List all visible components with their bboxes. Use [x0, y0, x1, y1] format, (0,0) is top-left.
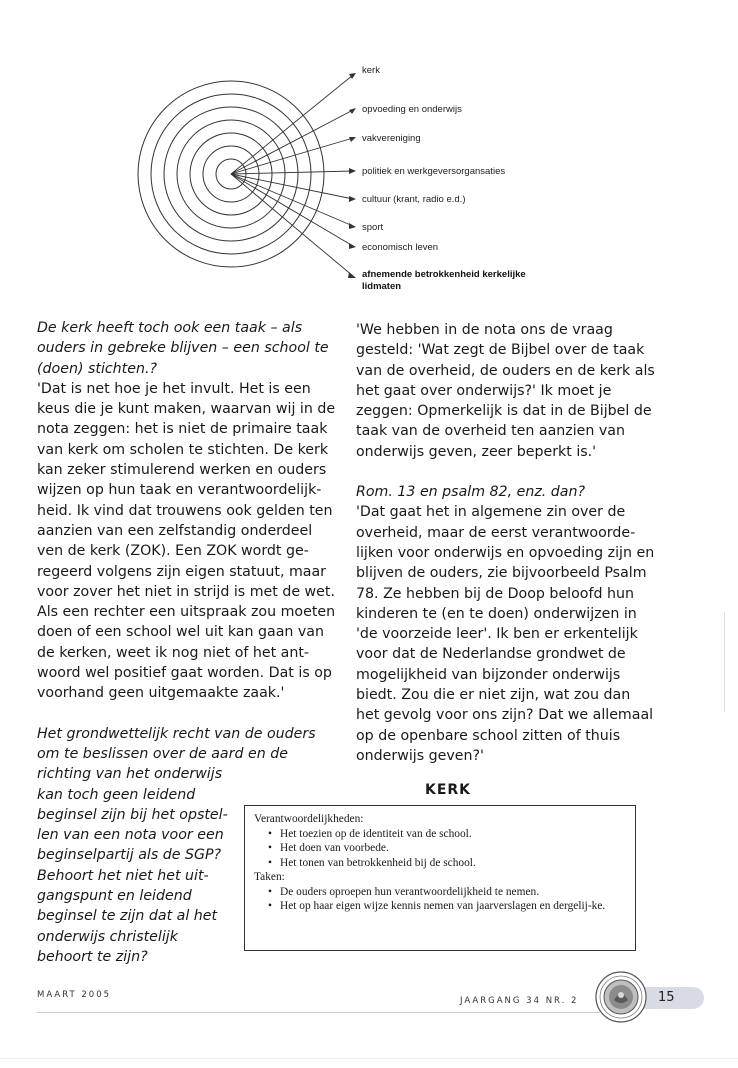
- responsibility-item: • Het toezien op de identiteit van de school.: [268, 827, 626, 842]
- tasks-list: [254, 885, 626, 914]
- bottom-rule: [0, 1058, 738, 1059]
- diagram-label-politiek: politiek en werkgeversorgansaties: [362, 166, 506, 177]
- arrowhead-3: [349, 137, 356, 142]
- diagram-label-kerk: kerk: [362, 65, 380, 76]
- arrowhead-8: [348, 272, 356, 278]
- pointer-line-6: [231, 174, 353, 226]
- right-column: [356, 320, 656, 766]
- answer-1: 'Dat is net hoe je het invult. Het is een keus die je kunt maken, waarvan wij in de nota zeggen: het is niet de primaire taak van kerk om scholen te stichten. De kerk kan zeker stimulerend werken en ouders wijzen op hun taak en verantwoordelijk-heid. Ik vind dat trouwens ook gelden ten aanzien van een zelfstandig onderdeel ven de kerk (ZOK). Een ZOK wordt ge-regeerd volgens zijn eigen statuut, maar voor zover het niet in strijd is met de wet. Als een rechter een uitspraak zou moeten doen of een school wel uit kan gaan van de kerken, weet ik nog niet of het ant-woord wel positief gaat worden. Dat is op voorhand geen uitgemaakte zaak.': [37, 380, 336, 702]
- diagram-label-economisch: economisch leven: [362, 242, 439, 253]
- question-3: Rom. 13 en psalm 82, enz. dan?: [356, 484, 586, 501]
- question-1: De kerk heeft toch ook een taak – als ouders in gebreke blijven – een school te (doen) stichten.?: [37, 320, 329, 377]
- diagram-label-afnemende-1: afnemende betrokkenheid kerkelijke: [362, 269, 526, 280]
- diagram-label-cultuur: cultuur (krant, radio e.d.): [362, 194, 466, 205]
- pointer-line-3: [231, 138, 353, 174]
- margin-rule: [724, 612, 725, 712]
- diagram-label-afnemende-2: lidmaten: [362, 281, 402, 292]
- pointer-line-2: [231, 110, 353, 174]
- footer-date: MAART 2005: [37, 990, 112, 1000]
- question-2-wide: Het grondwettelijk recht van de ouders om te beslissen over de aard en de: [37, 725, 316, 762]
- concentric-circles-diagram: [0, 0, 738, 300]
- task-item: • De ouders oproepen hun verantwoordelijkheid te nemen.: [268, 885, 626, 900]
- arrowhead-4: [349, 168, 356, 174]
- kerk-box-title: KERK: [424, 782, 472, 798]
- diagram-label-vakvereniging: vakvereniging: [362, 133, 421, 144]
- diagram-label-opvoeding: opvoeding en onderwijs: [362, 104, 462, 115]
- responsibilities-heading: Verantwoordelijkheden:: [254, 813, 364, 825]
- responsibility-item: • Het tonen van betrokkenheid bij de school.: [268, 856, 626, 871]
- task-item: • Het op haar eigen wijze kennis nemen van jaarverslagen en dergelij-ke.: [268, 899, 626, 914]
- arrowhead-1: [349, 73, 356, 79]
- arrowhead-6: [349, 223, 356, 229]
- diagram-label-sport: sport: [362, 222, 384, 233]
- footer-issue: JAARGANG 34 NR. 2: [460, 996, 579, 1006]
- pointer-line-1: [231, 75, 353, 174]
- arrowhead-2: [349, 108, 356, 114]
- tasks-heading: Taken:: [254, 871, 285, 883]
- pointer-line-7: [231, 174, 353, 246]
- kerk-box: [244, 805, 636, 951]
- seal-logo-icon: [594, 970, 648, 1024]
- arrowhead-5: [349, 196, 356, 202]
- responsibilities-list: [254, 827, 626, 871]
- page-number: 15: [640, 987, 704, 1009]
- pointer-line-4: [231, 171, 353, 174]
- footer-divider: [37, 1012, 600, 1013]
- responsibility-item: • Het doen van voorbede.: [268, 841, 626, 856]
- answer-3: 'Dat gaat het in algemene zin over de overheid, maar de eerst verantwoorde-lijken voor onderwijs en opvoeding zijn en blijven de ouders, zie bijvoorbeeld Psalm 78. Ze hebben bij de Doop beloofd hun kinderen te (en te doen) onderwijzen in 'de voorzeide leer'. Ik ben er erkentelijk voor dat de Nederlandse grondwet de mogelijkheid van bijzonder onderwijs biedt. Zou die er niet zijn, wat zou dan het gevolg voor ons zijn? Dat we allemaal op de openbare school zitten of thuis onderwijs geven?': [356, 504, 655, 764]
- question-2-narrow: richting van het onderwijs kan toch geen leidend beginsel zijn bij het opstel-len van een nota voor een beginselpartij als de SGP? Behoort het niet het uit-gangspunt en leidend beginsel te zijn dat al het onderwijs christelijk behoort te zijn?: [37, 766, 228, 965]
- arrowhead-7: [349, 243, 356, 249]
- answer-2: 'We hebben in de nota ons de vraag gesteld: 'Wat zegt de Bijbel over de taak van de overheid, de ouders en de kerk als het gaat over onderwijs?' Ik moet je zeggen: Opmerkelijk is dat in de Bijbel de taak van de overheid ten aanzien van onderwijs geven, zeer beperkt is.': [356, 322, 655, 460]
